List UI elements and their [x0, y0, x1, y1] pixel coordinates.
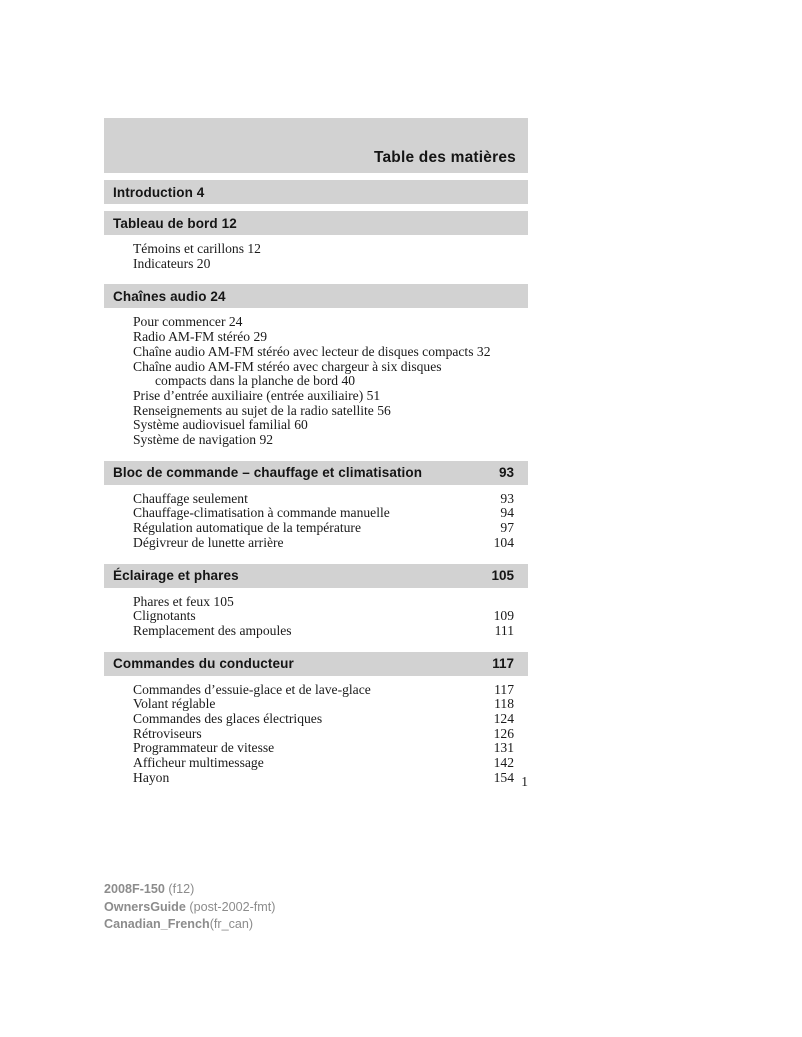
table-of-contents — [104, 118, 528, 792]
toc-entry-label: Régulation automatique de la température — [133, 520, 361, 536]
footer-line-1-bold: 2008F-150 — [104, 882, 165, 896]
toc-entry[interactable] — [104, 506, 528, 521]
toc-entry-page-number: 111 — [494, 622, 514, 638]
toc-entry-label: Pour commencer 24 — [133, 314, 243, 330]
toc-entry-label: Volant réglable — [133, 696, 216, 712]
toc-entry-label: Dégivreur de lunette arrière — [133, 534, 284, 550]
footer-line-2 — [104, 899, 275, 917]
section-header[interactable] — [104, 211, 528, 235]
section-entries — [104, 588, 528, 645]
section-title: Tableau de bord 12 — [113, 215, 237, 231]
toc-entry-page-number: 118 — [494, 696, 514, 712]
toc-entry[interactable] — [104, 330, 528, 345]
toc-entry-label: Programmateur de vitesse — [133, 740, 275, 756]
toc-entry-page-number: 126 — [493, 725, 514, 741]
section-header[interactable] — [104, 461, 528, 485]
section-page-number: 105 — [491, 568, 514, 584]
toc-entry-label: Hayon — [133, 769, 170, 785]
toc-entry[interactable] — [104, 242, 528, 257]
toc-entry[interactable] — [104, 360, 528, 389]
toc-entry-label: Témoins et carillons 12 — [133, 241, 261, 256]
toc-entry-label: Prise d’entrée auxiliaire (entrée auxiliaire) 51 — [133, 387, 381, 403]
toc-entry[interactable] — [104, 433, 528, 448]
page-title: Table des matières — [373, 149, 516, 166]
toc-entry-label: Radio AM-FM stéréo 29 — [133, 329, 268, 345]
section-header[interactable] — [104, 180, 528, 204]
footer-line-2-bold: OwnersGuide — [104, 899, 186, 914]
toc-entry-page-number: 117 — [494, 681, 514, 697]
toc-entry-continuation: compacts dans la planche de bord 40 — [155, 373, 356, 389]
footer-line-2-normal: (post-2002-fmt) — [185, 899, 276, 914]
toc-entry[interactable] — [104, 697, 528, 712]
toc-entry[interactable] — [104, 521, 528, 536]
section-page-number: 117 — [492, 656, 514, 672]
toc-entry-page-number: 97 — [500, 520, 514, 536]
toc-entry-label: Commandes des glaces électriques — [133, 711, 323, 727]
section-page-number: 93 — [498, 465, 514, 481]
section-title: Introduction 4 — [113, 184, 205, 200]
toc-entry-page-number: 94 — [500, 505, 514, 521]
toc-entry[interactable] — [104, 315, 528, 330]
toc-entry[interactable] — [104, 683, 528, 698]
toc-entry[interactable] — [104, 418, 528, 433]
section-title: Commandes du conducteur — [113, 656, 294, 672]
toc-entry[interactable] — [104, 345, 528, 360]
toc-entry-page-number: 104 — [493, 534, 514, 550]
section-title: Bloc de commande – chauffage et climatisation — [113, 465, 423, 481]
section-entries — [104, 235, 528, 277]
toc-entry[interactable] — [104, 492, 528, 507]
footer-line-1 — [104, 881, 275, 899]
toc-entry-label: Chauffage-climatisation à commande manuelle — [133, 505, 390, 521]
toc-entry-label: Renseignements au sujet de la radio satellite 56 — [133, 402, 391, 418]
toc-entry-page-number: 93 — [500, 490, 514, 506]
title-band — [104, 118, 528, 173]
toc-entry-page-number: 124 — [493, 711, 514, 727]
toc-entry-label: Afficheur multimessage — [133, 755, 264, 771]
toc-entry[interactable] — [104, 756, 528, 771]
section-list — [104, 180, 528, 792]
toc-entry-page-number: 109 — [493, 608, 514, 624]
toc-entry-label: Remplacement des ampoules — [133, 622, 292, 638]
section-header[interactable] — [104, 652, 528, 676]
folio-page-number: 1 — [521, 774, 528, 789]
toc-entry[interactable] — [104, 712, 528, 727]
footer-line-3 — [104, 916, 275, 934]
toc-entry-label: Rétroviseurs — [133, 725, 202, 741]
footer-line-1-normal: (f12) — [164, 882, 195, 896]
toc-entry-label: Chaîne audio AM-FM stéréo avec chargeur à six disques compacts dans la planche de bord 40 — [133, 358, 442, 389]
toc-entry-label: Phares et feux 105 — [133, 593, 234, 609]
section-title: Éclairage et phares — [113, 568, 239, 584]
toc-entry-label: Commandes d’essuie-glace et de lave-glace — [133, 681, 371, 697]
toc-entry-label: Chauffage seulement — [133, 490, 248, 506]
section-title: Chaînes audio 24 — [113, 288, 226, 304]
section-header[interactable] — [104, 284, 528, 308]
section-entries — [104, 308, 528, 453]
toc-entry[interactable] — [104, 389, 528, 404]
toc-entry-label: Indicateurs 20 — [133, 255, 211, 271]
document-footer — [104, 881, 275, 934]
toc-entry[interactable] — [104, 609, 528, 624]
toc-entry[interactable] — [104, 624, 528, 639]
toc-entry-page-number: 131 — [493, 740, 514, 756]
toc-entry-label: Chaîne audio AM-FM stéréo avec lecteur de disques compacts 32 — [133, 343, 491, 359]
footer-line-3-normal: (fr_can) — [209, 917, 254, 931]
toc-entry[interactable] — [104, 536, 528, 551]
toc-entry-label: Système de navigation 92 — [133, 432, 274, 448]
toc-entry[interactable] — [104, 727, 528, 742]
toc-entry-page-number: 154 — [493, 769, 514, 785]
section-entries — [104, 485, 528, 557]
toc-entry[interactable] — [104, 595, 528, 610]
toc-entry-label: Clignotants — [133, 608, 196, 624]
toc-entry[interactable] — [104, 741, 528, 756]
section-header[interactable] — [104, 564, 528, 588]
toc-entry-label: Système audiovisuel familial 60 — [133, 417, 308, 433]
toc-entry-page-number: 142 — [493, 755, 514, 771]
toc-entry[interactable] — [104, 404, 528, 419]
toc-entry[interactable] — [104, 257, 528, 272]
footer-line-3-bold: Canadian_French — [104, 917, 210, 931]
